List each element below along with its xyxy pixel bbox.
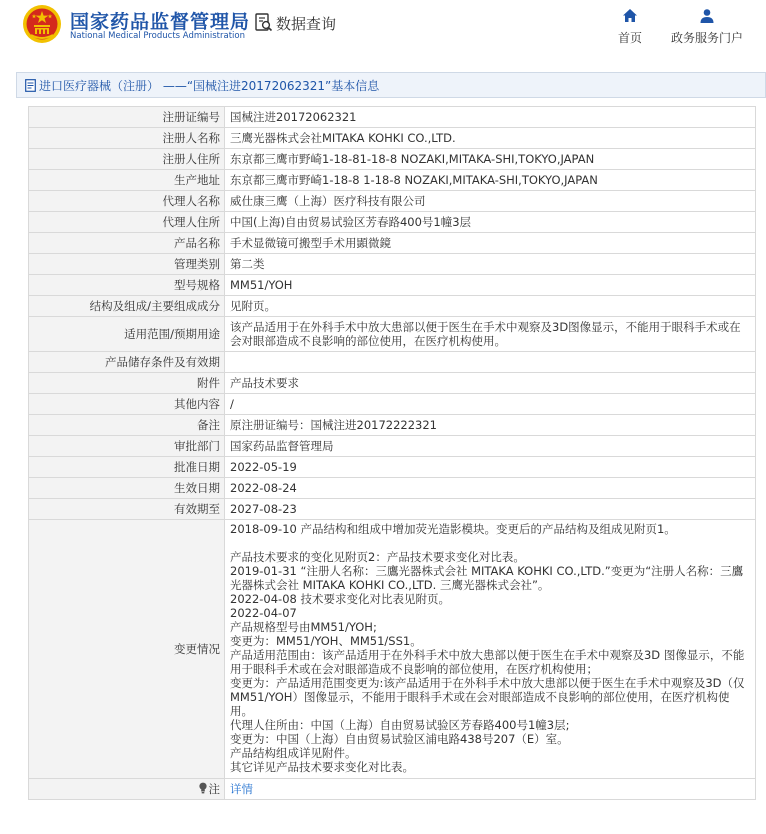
nav-home[interactable] [612, 8, 648, 46]
row-value: 产品技术要求 [225, 373, 756, 394]
table-row [29, 457, 756, 478]
table-row [29, 170, 756, 191]
row-value: 原注册证编号：国械注进20172222321 [225, 415, 756, 436]
row-value: 2022-08-24 [225, 478, 756, 499]
table-row [29, 191, 756, 212]
site-subtitle[interactable]: National Medical Products Administration [70, 31, 245, 41]
row-label: 型号规格 [29, 275, 225, 296]
table-row [29, 373, 756, 394]
row-label: 附件 [29, 373, 225, 394]
user-icon [699, 8, 715, 24]
row-label: 生效日期 [29, 478, 225, 499]
note-label: 注 [208, 782, 220, 796]
row-value: 东京都三鹰市野崎1-18-8 1-18-8 NOZAKI,MITAKA-SHI,TOKYO,JAPAN [225, 170, 756, 191]
nav-portal-label: 政务服务门户 [670, 31, 743, 45]
lightbulb-icon [198, 782, 208, 794]
nav-portal[interactable] [668, 8, 746, 46]
row-value: 国械注进20172062321 [225, 107, 756, 128]
row-label: 审批部门 [29, 436, 225, 457]
row-value: 中国(上海)自由贸易试验区芳春路400号1幢3层 [225, 212, 756, 233]
row-value: MM51/YOH [225, 275, 756, 296]
table-row [29, 233, 756, 254]
row-value [225, 352, 756, 373]
details-link[interactable]: 详情 [230, 782, 253, 796]
table-row [29, 436, 756, 457]
table-row [29, 415, 756, 436]
row-label: 管理类别 [29, 254, 225, 275]
change-history-text: 2018-09-10 产品结构和组成中增加荧光造影模块。变更后的产品结构及组成见附页1。 产品技术要求的变化见附页2：产品技术要求变化对比表。 2019-01-31 “注册人名称：三鷹光器株式会社 MITAKA KOHKI CO.,LTD.”变更为“注册人名称：三鷹光器株式会社 MITAKA KOHKI CO.,LTD. 三鹰光器株式会社”。 2022-04-08 技术要求变化对比表见附页。 2022-04-07 产品规格型号由MM51/YOH; 变更为：MM51/YOH、MM51/SS1。 产品适用范围由：该产品适用于在外科手术中放大患部以便于医生在手术中观察及3D 图像显示，不能用于眼科手术或在会对眼部造成不良影响的部位使用，在医疗机构使用； 变更为：产品适用范围变更为:该产品适用于在外科手术中放大患部以便于医生在手术中观察及3D（仅MM51/YOH）图像显示，不能用于眼科手术或在会对眼部造成不良影响的部位使用，在医疗机构使用。 代理人住所由：中国（上海）自由贸易试验区芳春路400号1幢3层; 变更为：中国（上海）自由贸易试验区浦电路438号207（E）室。 产品结构组成详见附件。 其它详见产品技术要求变化对比表。 [225, 520, 756, 779]
table-row-note [29, 779, 756, 800]
document-search-icon [255, 13, 273, 33]
site-title[interactable]: 国家药品监督管理局 [70, 11, 251, 33]
breadcrumb [16, 72, 766, 98]
row-label: 适用范围/预期用途 [29, 317, 225, 352]
nav-home-label: 首页 [617, 31, 642, 45]
row-value: 威仕康三鹰（上海）医疗科技有限公司 [225, 191, 756, 212]
table-row [29, 296, 756, 317]
data-query-label: 数据查询 [276, 14, 337, 33]
row-label: 产品储存条件及有效期 [29, 352, 225, 373]
row-value: 三鹰光器株式会社MITAKA KOHKI CO.,LTD. [225, 128, 756, 149]
row-label: 注册证编号 [29, 107, 225, 128]
row-value: 该产品适用于在外科手术中放大患部以便于医生在手术中观察及3D图像显示，不能用于眼科手术或在会对眼部造成不良影响的部位使用，在医疗机构使用。 [225, 317, 756, 352]
note-value-cell [225, 779, 756, 800]
table-row [29, 212, 756, 233]
row-value: 国家药品监督管理局 [225, 436, 756, 457]
document-icon [25, 79, 36, 92]
table-row [29, 478, 756, 499]
table-row [29, 394, 756, 415]
table-row [29, 499, 756, 520]
row-value: 见附页。 [225, 296, 756, 317]
row-label: 代理人名称 [29, 191, 225, 212]
table-row [29, 275, 756, 296]
row-label: 注册人住所 [29, 149, 225, 170]
row-label: 其他内容 [29, 394, 225, 415]
table-row [29, 149, 756, 170]
row-value: / [225, 394, 756, 415]
row-label: 有效期至 [29, 499, 225, 520]
breadcrumb-text: 进口医疗器械（注册） ——“国械注进20172062321”基本信息 [39, 78, 380, 93]
row-label: 注册人名称 [29, 128, 225, 149]
table-row [29, 352, 756, 373]
row-label: 变更情况 [29, 520, 225, 779]
data-query-link[interactable] [255, 10, 336, 36]
row-label: 结构及组成/主要组成成分 [29, 296, 225, 317]
home-icon [622, 8, 638, 24]
note-label-cell [29, 779, 225, 800]
row-value: 手术显微镜可搬型手术用顕微鏡 [225, 233, 756, 254]
site-header [0, 0, 766, 56]
row-label: 批准日期 [29, 457, 225, 478]
table-row-change [29, 520, 756, 779]
table-row [29, 128, 756, 149]
row-label: 产品名称 [29, 233, 225, 254]
table-row [29, 254, 756, 275]
detail-table [28, 106, 756, 800]
row-value: 东京都三鹰市野崎1-18-81-18-8 NOZAKI,MITAKA-SHI,TOKYO,JAPAN [225, 149, 756, 170]
national-emblem-icon[interactable] [22, 4, 62, 44]
row-value: 第二类 [225, 254, 756, 275]
row-label: 代理人住所 [29, 212, 225, 233]
row-value: 2027-08-23 [225, 499, 756, 520]
table-row [29, 317, 756, 352]
table-row [29, 107, 756, 128]
row-label: 备注 [29, 415, 225, 436]
row-value: 2022-05-19 [225, 457, 756, 478]
row-label: 生产地址 [29, 170, 225, 191]
